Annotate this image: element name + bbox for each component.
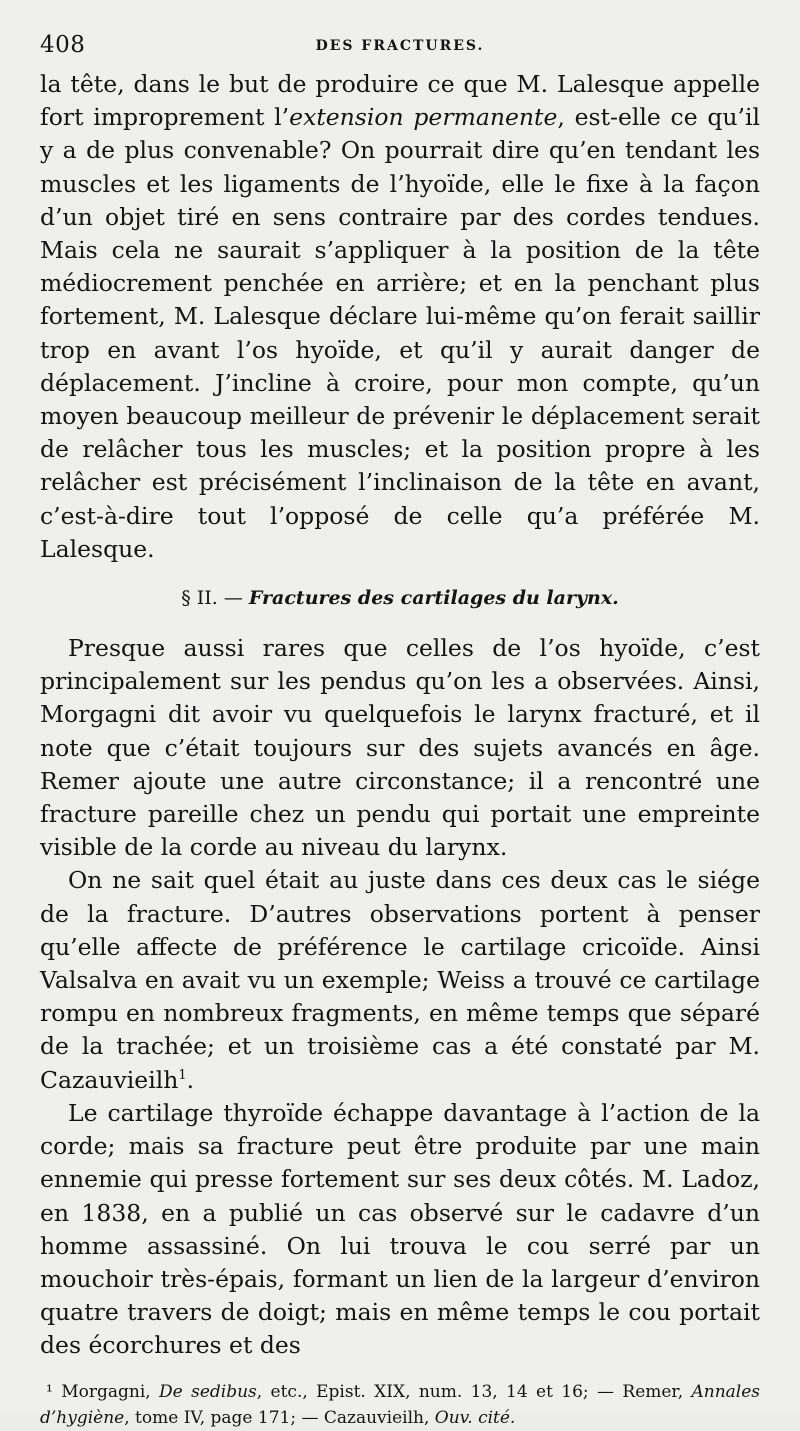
italic-term: extension permanente	[289, 103, 558, 132]
paragraph	[40, 864, 760, 1096]
paragraph: Le cartilage thyroïde échappe davantage à l’action de la corde; mais sa fracture peut être produite par une main ennemie qui presse fortement sur ses deux côtés. M. Ladoz, en 1838, en a publié un cas observé sur le cadavre d’un homme assassiné. On lui trouva le cou serré par un mouchoir très-épais, formant un lien de la largeur d’environ quatre travers de doigt; mais en même temps le cou portait des écorchures et des	[40, 1098, 760, 1360]
paragraph-text: la tête, dans le but de produire ce que M. Lalesque appelle fort improprement l’	[40, 70, 760, 132]
footnote-marker: ¹	[46, 1381, 53, 1402]
page-number: 408	[40, 32, 86, 58]
paragraph-text: On ne sait quel était au juste dans ces deux cas le siége de la fracture. D’autres observations portent à penser qu’elle affecte de préférence le cartilage cricoïde. Ainsi Valsalva en avait vu un exemple; Weiss a trouvé ce cartilage rompu en nombreux fragments, en même temps que séparé de la trachée; et un troisième cas a été constaté par M. Cazauvieilh	[40, 866, 760, 1094]
footnote-work-title: Ouv. cité.	[434, 1407, 516, 1428]
section-heading	[40, 586, 760, 610]
section-title: Fractures des cartilages du larynx.	[248, 587, 619, 610]
paragraph-text: , est-elle ce qu’il y a de plus convenable? On pourrait dire qu’en tendant les muscles et les ligaments de l’hyoïde, elle le fixe à la façon d’un objet tiré en sens contraire par des cordes tendues. Mais cela ne saurait s’appliquer à la position de la tête médiocrement penchée en arrière; et en la penchant plus fortement, M. Lalesque déclare lui-même qu’on ferait saillir trop en avant l’os hyoïde, et qu’il y aurait danger de déplacement. J’incline à croire, pour mon compte, qu’un moyen beaucoup meilleur de prévenir le déplacement serait de relâcher tous les muscles; et la position propre à les relâcher est précisément l’inclinaison de la tête en avant, c’est-à-dire tout l’opposé de celle qu’a préférée M. Lalesque.	[40, 103, 761, 563]
footnote-text: , tome IV, page 171; — Cazauvieilh,	[124, 1407, 430, 1428]
footnotes	[40, 1379, 760, 1431]
footnote-text: Morgagni,	[61, 1381, 151, 1402]
footnote-work-title: De sedibus	[159, 1381, 257, 1402]
footnote-reference: 1	[178, 1067, 187, 1083]
paragraph-text: .	[186, 1065, 195, 1094]
section-number: § II. —	[181, 587, 243, 610]
footnote	[40, 1379, 760, 1431]
running-title: DES FRACTURES.	[315, 38, 485, 54]
paragraph-continued	[40, 68, 760, 566]
footnote-text: , etc., Epist. XIX, num. 13, 14 et 16; — Remer,	[256, 1381, 684, 1402]
paragraph: Presque aussi rares que celles de l’os hyoïde, c’est principalement sur les pendus qu’on les a observées. Ainsi, Morgagni dit avoir vu quelquefois le larynx fracturé, et il note que c’était toujours sur des sujets avancés en âge. Remer ajoute une autre circonstance; il a rencontré une fracture pareille chez un pendu qui portait une empreinte visible de la corde au niveau du larynx.	[40, 634, 760, 862]
body-text	[40, 68, 760, 1363]
running-header	[40, 28, 760, 68]
footnote-work-title: Annales d’hygiène	[40, 1381, 761, 1428]
